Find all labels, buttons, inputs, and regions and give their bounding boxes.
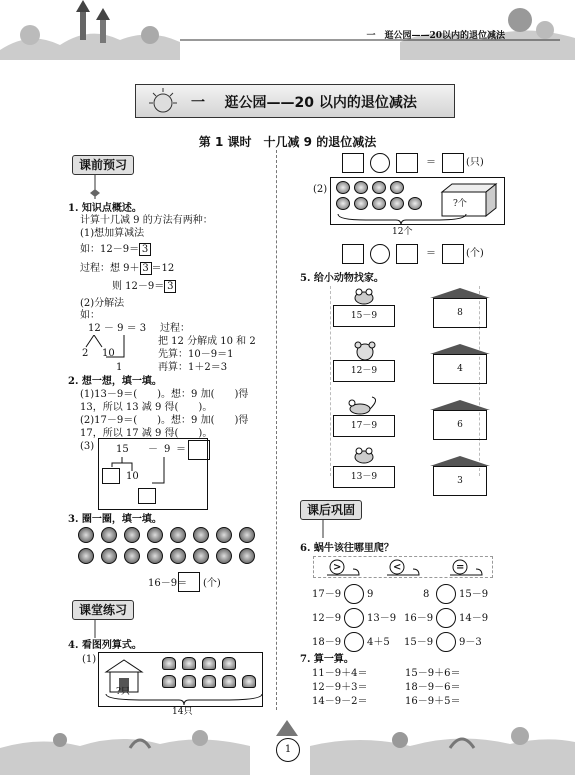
- q4-brace2: [336, 214, 468, 226]
- snail-sign: =: [456, 562, 465, 573]
- page-number: 1: [276, 738, 300, 762]
- q2-split-ten: 10: [126, 471, 139, 482]
- compare-circle[interactable]: [344, 584, 364, 604]
- compare-right: 15－9: [459, 589, 489, 600]
- watermelon-icon: [78, 548, 94, 564]
- monkey-icon: [162, 675, 176, 688]
- frog-icon: [352, 287, 376, 305]
- q2-line2: 13，所以 13 减 9 得( )。: [80, 402, 213, 413]
- watermelon-icon: [147, 527, 163, 543]
- signpost-icon: [88, 175, 102, 199]
- house[interactable]: 6: [433, 410, 487, 440]
- eq-box[interactable]: [342, 153, 364, 173]
- chapter-name: 逛公园——20 以内的退位减法: [224, 95, 417, 111]
- q7-head: 7. 算一算。: [300, 654, 354, 665]
- chapter-title: [191, 92, 417, 112]
- watermelon-icon: [170, 527, 186, 543]
- compare-circle[interactable]: [344, 632, 364, 652]
- q1-process-step3: 再算：1＋2＝3: [158, 362, 228, 373]
- snail-sign: >: [333, 562, 342, 573]
- box-icon: [440, 182, 498, 218]
- q1-equation: 12 － 9 ＝ 3: [88, 323, 147, 334]
- q4-house-label: ?只: [116, 687, 130, 697]
- watermelon-icon: [147, 548, 163, 564]
- q1-line3: [80, 243, 151, 256]
- q1-example: 如：12－9＝: [80, 244, 140, 255]
- lesson-title: 第 1 课时 十几减 9 的退位减法: [198, 135, 377, 149]
- compare-circle[interactable]: [436, 632, 456, 652]
- house-roof: [430, 400, 490, 410]
- section-tag-preview: 课前预习: [72, 155, 134, 175]
- calc-item: 12－9＋3＝: [312, 682, 368, 693]
- watermelon-icon: [101, 548, 117, 564]
- house[interactable]: 3: [433, 466, 487, 496]
- calc-item: 15－9＋6＝: [405, 668, 461, 679]
- eq-box[interactable]: [442, 244, 464, 264]
- q6-compare-grid: [312, 584, 512, 654]
- monkey-icon: [182, 675, 196, 688]
- q2-result-box[interactable]: [138, 488, 156, 504]
- q4-sub2: (2): [313, 184, 328, 195]
- monkey-icon: [222, 657, 236, 670]
- snail-sign: <: [393, 562, 402, 573]
- watermelon-icon: [193, 527, 209, 543]
- animal-card[interactable]: 15－9: [333, 305, 395, 327]
- q2-eq-eq: ＝: [176, 444, 186, 455]
- eq-box[interactable]: [396, 153, 418, 173]
- q1-line6: (2)分解法: [80, 298, 125, 309]
- q4-total2: 12个: [392, 227, 413, 237]
- q3-unit: (个): [203, 578, 221, 589]
- chapter-title-box: [135, 84, 455, 118]
- apple-icon: [372, 181, 386, 194]
- calc-item: 14－9－2＝: [312, 696, 368, 707]
- apple-icon: [336, 197, 350, 210]
- running-title: 一 逛公园——20以内的退位减法: [366, 31, 505, 41]
- monkey-icon: [162, 657, 176, 670]
- answer-box: 3: [164, 280, 176, 293]
- compare-left: 12－9: [312, 613, 342, 624]
- q4-animals: [158, 655, 258, 693]
- monkey-icon: [202, 657, 216, 670]
- q6-head: 6. 蜗牛该往哪里爬？: [300, 543, 394, 554]
- apple-icon: [408, 197, 422, 210]
- q4-head: 4. 看图列算式。: [68, 640, 142, 651]
- calc-item: 16－9＋5＝: [405, 696, 461, 707]
- q1-process-step1: 把 12 分解成 10 和 2: [158, 336, 256, 347]
- eq-circle[interactable]: [370, 244, 390, 264]
- monkey-icon: [202, 675, 216, 688]
- watermelon-icon: [239, 527, 255, 543]
- animal-card[interactable]: 17－9: [333, 415, 395, 437]
- column-divider: [276, 150, 277, 710]
- q2-split-box[interactable]: [102, 468, 120, 484]
- q1-process-label: 过程：: [160, 323, 190, 334]
- squirrel-icon: [346, 395, 380, 417]
- house-roof: [430, 288, 490, 298]
- watermelon-icon: [193, 548, 209, 564]
- compare-circle[interactable]: [436, 584, 456, 604]
- q4-box-label: ?个: [453, 199, 467, 209]
- answer-box: 3: [139, 243, 151, 256]
- watermelon-icon: [239, 548, 255, 564]
- q1-line7: 如：: [80, 310, 100, 321]
- q2-eq-op: －: [148, 444, 158, 455]
- q1-process-step2: 先算：10－9＝1: [158, 349, 234, 360]
- house-roof: [430, 344, 490, 354]
- q3-equation: 16－9＝: [148, 578, 188, 589]
- eq-box[interactable]: [342, 244, 364, 264]
- q1-then: 则 12－9＝: [112, 281, 165, 292]
- watermelon-icon: [216, 548, 232, 564]
- q3-balls: [78, 527, 263, 565]
- q2-line5: (3): [80, 441, 95, 452]
- compare-circle[interactable]: [344, 608, 364, 628]
- signpost-icon: [316, 520, 330, 538]
- apple-icon: [354, 181, 368, 194]
- q2-line1: (1)13－9＝( )。想：9 加( )得: [80, 389, 249, 400]
- signpost-icon: [88, 620, 102, 638]
- watermelon-icon: [101, 527, 117, 543]
- q4-apples: [334, 181, 434, 213]
- q1-line1: 计算十几减 9 的方法有两种：: [80, 215, 213, 226]
- compare-left: 15－9: [404, 637, 434, 648]
- snail-icon: [385, 557, 421, 577]
- q1-line4: [80, 262, 174, 275]
- split-result: 1: [116, 362, 123, 373]
- q2-eq-a: 15: [116, 444, 129, 455]
- calc-item: 18－9－6＝: [405, 682, 461, 693]
- q5-head: 5. 给小动物找家。: [300, 273, 384, 284]
- q4-unit2: (个): [466, 248, 484, 259]
- eq-circle[interactable]: [370, 153, 390, 173]
- q2-head: 2. 想一想，填一填。: [68, 376, 162, 387]
- compare-left: 8: [423, 589, 430, 600]
- apple-icon: [336, 181, 350, 194]
- snail-icon: [448, 557, 484, 577]
- split-part-b: 10: [102, 348, 115, 359]
- compare-left: 18－9: [312, 637, 342, 648]
- house[interactable]: 4: [433, 354, 487, 384]
- q1-line5: [112, 280, 176, 293]
- house-roof: [430, 456, 490, 466]
- watermelon-icon: [216, 527, 232, 543]
- watermelon-icon: [170, 548, 186, 564]
- split-part-a: 2: [82, 348, 89, 359]
- animal-card[interactable]: 12－9: [333, 360, 395, 382]
- section-tag-review: 课后巩固: [300, 500, 362, 520]
- apple-icon: [372, 197, 386, 210]
- watermelon-icon: [124, 527, 140, 543]
- q2-line4: 17，所以 17 减 9 得( )。: [80, 428, 213, 439]
- q1-process: 过程：想 9＋: [80, 263, 140, 274]
- q1-process-end: ＝12: [151, 263, 175, 274]
- apple-icon: [390, 181, 404, 194]
- eq-box[interactable]: [396, 244, 418, 264]
- compare-right: 9－3: [459, 637, 482, 648]
- animal-card[interactable]: 13－9: [333, 466, 395, 488]
- snail-icon: [325, 557, 361, 577]
- compare-left: 16－9: [404, 613, 434, 624]
- q2-answer-box[interactable]: [188, 440, 210, 460]
- compare-right: 4＋5: [367, 637, 390, 648]
- eq-box[interactable]: [442, 153, 464, 173]
- compare-right: 9: [367, 589, 374, 600]
- monkey-icon: [182, 657, 196, 670]
- q4-total: 14只: [172, 707, 193, 717]
- calc-item: 11－9＋4＝: [312, 668, 368, 679]
- q3-answer-box[interactable]: [178, 572, 200, 592]
- answer-box: 3: [140, 262, 152, 275]
- q1-line2: (1)想加算减法: [80, 228, 145, 239]
- house[interactable]: 8: [433, 298, 487, 328]
- q3-head: 3. 圈一圈，填一填。: [68, 514, 162, 525]
- q2-eq-b: 9: [164, 444, 171, 455]
- compare-left: 17－9: [312, 589, 342, 600]
- monkey-icon: [222, 675, 236, 688]
- q4-sub1: (1): [82, 654, 97, 665]
- q4-brace: [104, 694, 264, 706]
- q4-unit1: (只): [466, 157, 484, 168]
- q2-line3: (2)17－9＝( )。想：9 加( )得: [80, 415, 249, 426]
- compare-right: 13－9: [367, 613, 397, 624]
- q1-head: 1. 知识点概述。: [68, 203, 142, 214]
- bear-icon: [352, 340, 378, 362]
- sun-icon: [146, 87, 180, 115]
- apple-icon: [390, 197, 404, 210]
- apple-icon: [354, 197, 368, 210]
- frog-icon: [352, 446, 376, 464]
- monkey-icon: [242, 675, 256, 688]
- section-tag-practice: 课堂练习: [72, 600, 134, 620]
- compare-circle[interactable]: [436, 608, 456, 628]
- compare-right: 14－9: [459, 613, 489, 624]
- chapter-number: 一: [191, 95, 205, 111]
- watermelon-icon: [78, 527, 94, 543]
- watermelon-icon: [124, 548, 140, 564]
